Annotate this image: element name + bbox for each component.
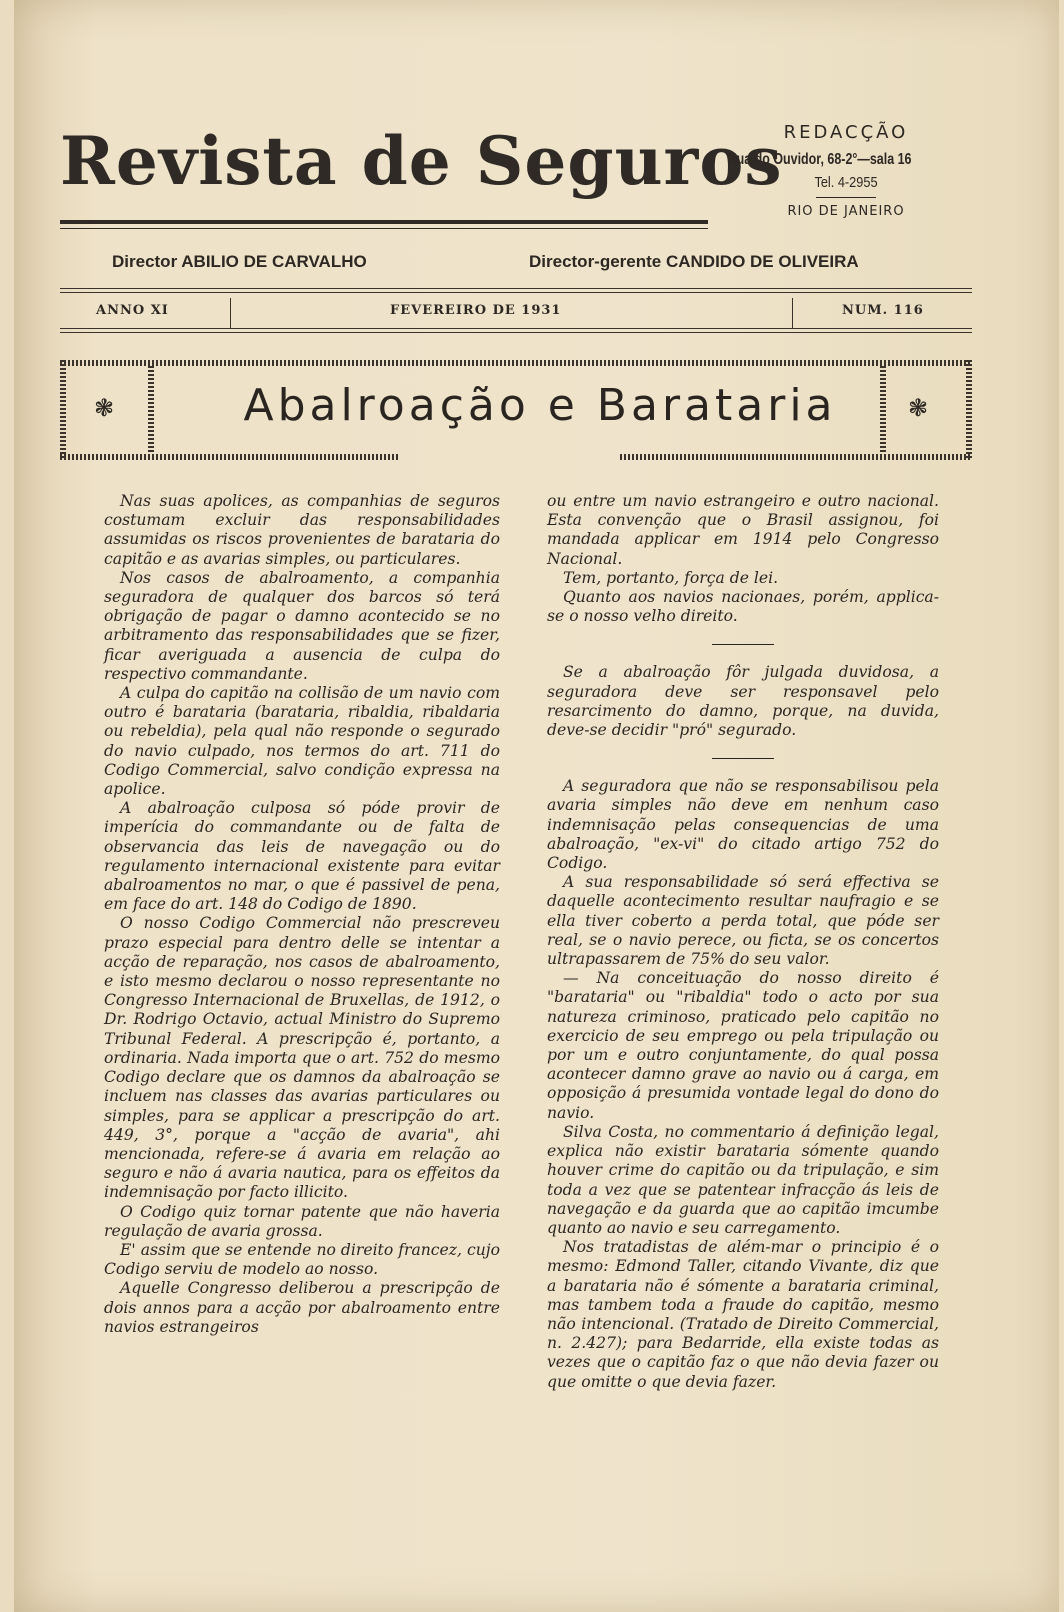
paragraph: Tem, portanto, força de lei. bbox=[563, 568, 779, 587]
paragraph: Nos casos de abalroamento, a companhia seguradora de qualquer dos barcos só terá obrigação de pagar o damno acontecido se no arbitramento das responsabilidades que se fizer, ficar averiguada a ausencia de culpa do respectivo commandante. bbox=[104, 568, 500, 683]
article-heading-frame bbox=[60, 360, 972, 460]
paragraph: O nosso Codigo Commercial não prescreveu prazo especial para dentro delle se intentar a acção de reparação, nos casos de abalroamento, e isto mesmo declarou o nosso representante no Congresso Internacional de Bruxellas, de 1912, o Dr. Rodrigo Octavio, actual Ministro do Supremo Tribunal Federal. A prescripção é, portanto, a ordinaria. Nada importa que o art. 752 do mesmo Codigo declare que os damnos da abalroação se incluem nas classes das avarias particulares ou simples, para se applicar a prescripção do art. 449, 3°, porque a "acção de avaria", ahi mencionada, refere-se á avaria em relação ao seguro e não á avaria nautica, para os effeitos da indemnisação por facto illicito. bbox=[104, 914, 500, 1202]
paragraph: Silva Costa, no commentario á definição legal, explica não existir barataria sómente quando houver crime do capitão ou da tripulação, e sim toda a vez que se patentear infracção ás leis de navegação e da guarda que ao capitão imcumbe quanto ao navio e seu carregamento. bbox=[547, 1122, 939, 1237]
ornament-border-bottom-left bbox=[60, 454, 400, 460]
paragraph: Nos tratadistas de além-mar o principio é o mesmo: Edmond Taller, citando Vivante, diz que a barataria não é sómente a barataria criminal, mas tambem toda a fraude do capitão, mesmo não intencional. (Tratado de Direito Commercial, n. 2.427); para Bedarride, ella existe todas as vezes que o capitão faz o que não devia fazer ou que omitte o que devia fazer. bbox=[547, 1238, 939, 1391]
office-address: Rua do Ouvidor, 68-2°—sala 16 bbox=[727, 151, 912, 168]
paragraph: O Codigo quiz tornar patente que não haveria regulação de avaria grossa. bbox=[104, 1202, 500, 1240]
article-column-right bbox=[547, 492, 939, 1392]
ornament-border-right bbox=[966, 360, 972, 460]
title-rule-thick bbox=[60, 220, 708, 224]
address-separator bbox=[816, 197, 876, 198]
paragraph: A abalroação culposa só póde provir de imperícia do commandante ou de falta de observancia das leis de navegação ou do regulamento internacional existente para evitar abalroamentos no mar, o que é passivel de pena, em face do art. 148 do Codigo de 1890. bbox=[104, 799, 500, 914]
paragraph: Aquelle Congresso deliberou a prescripção de dois annos para a acção por abalroamento entre navios estrangeiros bbox=[104, 1279, 500, 1336]
issue-band-bottom-rule-2 bbox=[60, 332, 972, 333]
paragraph: ou entre um navio estrangeiro e outro nacional. Esta convenção que o Brasil assignou, foi mandada applicar em 1914 pelo Congresso Nacional. bbox=[547, 492, 939, 568]
paragraph: Se a abalroação fôr julgada duvidosa, a seguradora deve ser responsavel pelo resarcimento do damno, porque, na duvida, deve-se decidir "pró" segurado. bbox=[547, 663, 939, 740]
director-gerente-credit: Director-gerente CANDIDO DE OLIVEIRA bbox=[529, 252, 859, 271]
director-credit: Director ABILIO DE CARVALHO bbox=[112, 252, 367, 271]
issue-date: FEVEREIRO DE 1931 bbox=[390, 303, 562, 318]
section-divider bbox=[712, 758, 774, 759]
paragraph: A culpa do capitão na collisão de um navio com outro é barataria (barataria, ribaldia, ribaldaria ou rebeldia), pela qual não responde o segurado do navio culpado, nos termos do art. 711 do Codigo Commercial, salvo condição expressa na apolice. bbox=[104, 684, 500, 799]
ornament-border-top bbox=[60, 360, 972, 366]
editorial-office-block bbox=[726, 122, 966, 219]
paragraph: Quanto aos navios nacionaes, porém, applica-se o nosso velho direito. bbox=[547, 588, 939, 626]
issue-year: ANNO XI bbox=[96, 303, 169, 318]
paragraph: A seguradora que não se responsabilisou pela avaria simples não deve em nenhum caso indemnisação pelas consequencias de uma abalroação, "ex-vi" do citado artigo 752 do Codigo. bbox=[547, 777, 939, 873]
issue-band-top-rule-2 bbox=[60, 292, 972, 293]
flower-ornament-icon: ❃ bbox=[94, 394, 115, 422]
ornament-border-left bbox=[60, 360, 66, 460]
ornament-inner-left bbox=[148, 366, 154, 454]
section-divider bbox=[712, 644, 774, 645]
office-telephone: Tel. 4-2955 bbox=[814, 174, 878, 191]
article-heading: Abalroação e Barataria bbox=[243, 380, 837, 431]
paragraph: A sua responsabilidade só será effectiva se daquelle acontecimento resultar naufragio e se ella tiver coberto a perda total, que póde ser real, se o navio perece, ou ficta, se os concertos ultrapassarem de 75% do seu valor. bbox=[547, 873, 939, 969]
band-divider bbox=[230, 298, 231, 328]
ornament-border-bottom-right bbox=[620, 454, 972, 460]
paragraph: Nas suas apolices, as companhias de seguros costumam excluir das responsabilidades assumidas os riscos provenientes de barataria do capitão e as avarias simples, ou particulares. bbox=[104, 492, 500, 568]
issue-number: NUM. 116 bbox=[842, 303, 924, 318]
issue-band-top-rule bbox=[60, 288, 972, 289]
newspaper-page bbox=[14, 0, 1059, 1612]
article-column-left bbox=[104, 492, 500, 1337]
title-rule-thin bbox=[60, 228, 708, 229]
office-city: RIO DE JANEIRO bbox=[787, 204, 905, 219]
paragraph: E' assim que se entende no direito francez, cujo Codigo serviu de modelo ao nosso. bbox=[104, 1240, 500, 1279]
masthead-title: Revista de Seguros bbox=[60, 122, 783, 200]
flower-ornament-icon: ❃ bbox=[908, 394, 929, 422]
paragraph: — Na conceituação do nosso direito é "barataria" ou "ribaldia" todo o acto por sua natureza criminoso, praticado pelo capitão no exercicio de seu emprego ou pela tripulação ou por um e outro conjuntamente, do qual possa acontecer damno grave ao navio ou á carga, em opposição á presumida vontade legal do dono do navio. bbox=[547, 969, 939, 1122]
issue-band-bottom-rule bbox=[60, 328, 972, 329]
redaccao-label: REDACÇÃO bbox=[783, 122, 909, 143]
band-divider bbox=[792, 298, 793, 328]
issue-band bbox=[60, 298, 972, 328]
